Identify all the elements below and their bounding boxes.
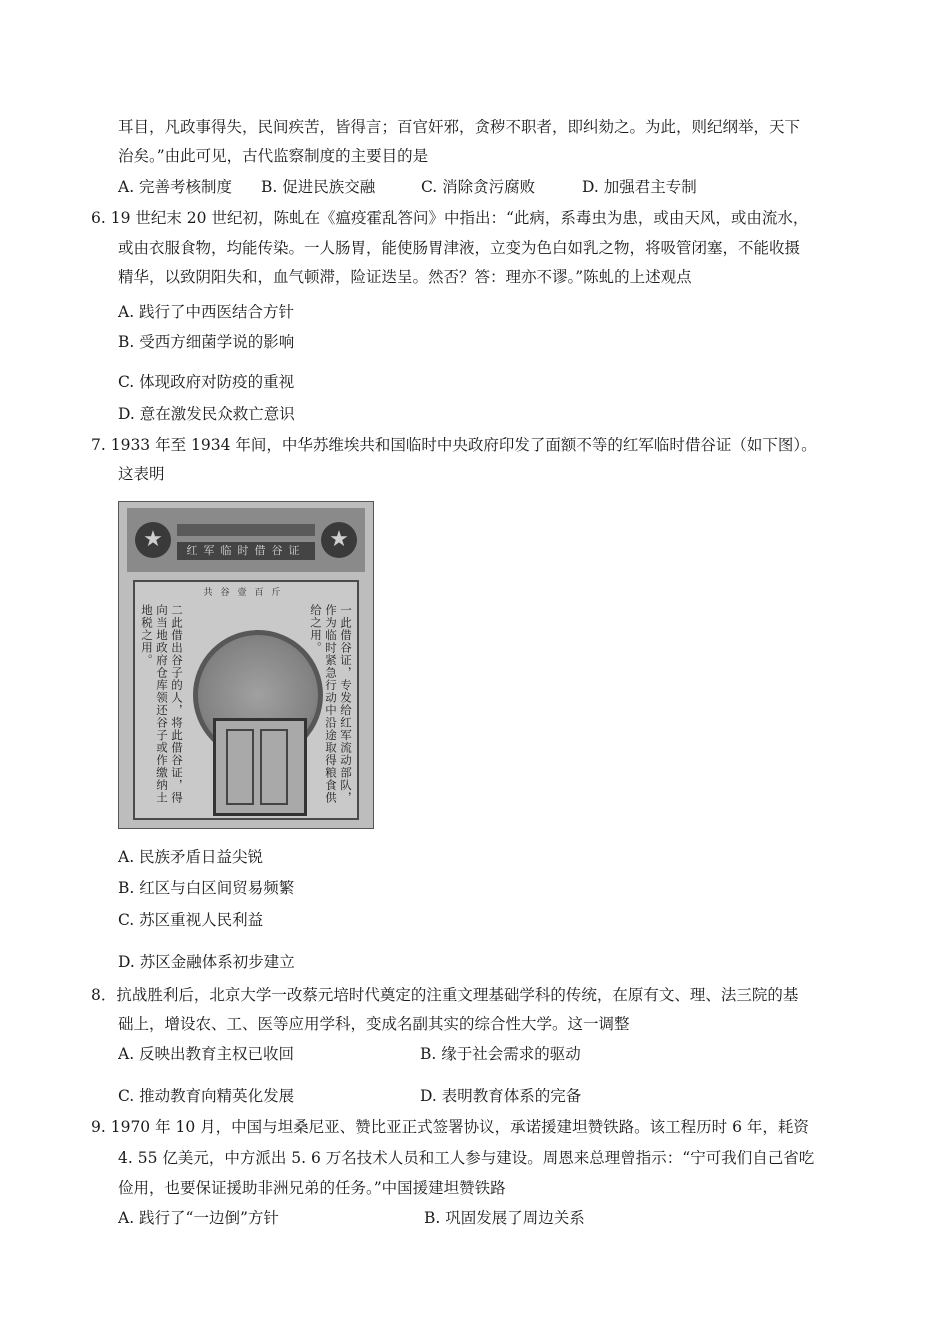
q6-option-d[interactable]: D. 意在激发民众救亡意识 <box>118 405 295 423</box>
q6-stem-line3: 精华，以致阴阳失和，血气顿滞，险证迭呈。然否？答：理亦不谬。”陈虬的上述观点 <box>118 268 692 286</box>
q7-option-b[interactable]: B. 红区与白区间贸易频繁 <box>118 879 295 897</box>
q6-stem-line1: 6. 19 世纪末 20 世纪初，陈虬在《瘟疫霍乱答问》中指出：“此病，系毒虫为患，或由天风，或由流水， <box>91 209 809 227</box>
certificate-body <box>133 580 359 820</box>
q9-stem-line1: 9. 1970 年 10 月，中国与坦桑尼亚、赞比亚正式签署协议，承诺援建坦赞铁路。该工程历时 6 年，耗资 <box>91 1118 809 1136</box>
q6-option-a[interactable]: A. 践行了中西医结合方针 <box>118 303 295 321</box>
stamp-column <box>260 729 288 805</box>
q5-option-c[interactable]: C. 消除贪污腐败 <box>421 178 536 196</box>
star-emblem-left-icon: ★ <box>135 522 171 558</box>
q7-stem-line2: 这表明 <box>118 465 165 483</box>
q9-option-a[interactable]: A. 践行了“一边倒”方针 <box>118 1209 279 1227</box>
q7-option-c[interactable]: C. 苏区重视人民利益 <box>118 911 264 929</box>
certificate-issuer-band <box>177 524 315 536</box>
q6-stem-line2: 或由衣服食物，均能传染。一人肠胃，能使肠胃津液，立变为色白如乳之物，将吸管闭塞，不能收摄 <box>118 239 801 257</box>
q9-option-b[interactable]: B. 巩固发展了周边关系 <box>424 1209 585 1227</box>
q7-stem-line1: 7. 1933 年至 1934 年间，中华苏维埃共和国临时中央政府印发了面额不等的红军临时借谷证（如下图）。 <box>91 436 817 454</box>
q8-stem-line2: 础上，增设农、工、医等应用学科，变成名副其实的综合性大学。这一调整 <box>118 1015 630 1033</box>
q7-option-d[interactable]: D. 苏区金融体系初步建立 <box>118 953 295 971</box>
q5-option-d[interactable]: D. 加强君主专制 <box>582 178 697 196</box>
certificate-text-left: 二此借出谷子的人，将此借谷证，得向当地政府仓库领还谷子或作缴纳土地税之用。 <box>140 604 184 804</box>
grain-loan-certificate-image <box>118 501 374 829</box>
q5-option-a[interactable]: A. 完善考核制度 <box>118 178 233 196</box>
q5-option-b[interactable]: B. 促进民族交融 <box>261 178 376 196</box>
q8-option-b[interactable]: B. 缘于社会需求的驱动 <box>420 1045 581 1063</box>
q6-option-c[interactable]: C. 体现政府对防疫的重视 <box>118 373 295 391</box>
q9-stem-line2: 4. 55 亿美元，中方派出 5. 6 万名技术人员和工人参与建设。周恩来总理曾指示：“宁可我们自己省吃 <box>118 1149 815 1167</box>
q8-option-a[interactable]: A. 反映出教育主权已收回 <box>118 1045 295 1063</box>
star-emblem-right-icon: ★ <box>321 522 357 558</box>
stamp-column <box>226 729 254 805</box>
q8-option-c[interactable]: C. 推动教育向精英化发展 <box>118 1087 295 1105</box>
certificate-stamp-box <box>213 718 307 816</box>
certificate-text-right: 一此借谷证，专发给红军流动部队，作为临时紧急行动中沿途取得粮食供给之用。 <box>309 604 353 804</box>
q8-option-d[interactable]: D. 表明教育体系的完备 <box>420 1087 582 1105</box>
q5-stem-line2: 治矣。”由此可见，古代监察制度的主要目的是 <box>118 147 429 165</box>
q6-option-b[interactable]: B. 受西方细菌学说的影响 <box>118 333 295 351</box>
certificate-amount: 共谷壹百斤 <box>203 588 289 598</box>
q7-option-a[interactable]: A. 民族矛盾日益尖锐 <box>118 848 264 866</box>
q5-stem-line1: 耳目，凡政事得失，民间疾苦，皆得言；百官奸邪，贪秽不职者，即纠劾之。为此，则纪纲举，天下 <box>118 118 801 136</box>
q8-stem-line1: 8．抗战胜利后，北京大学一改蔡元培时代奠定的注重文理基础学科的传统，在原有文、理、法三院的基 <box>91 986 799 1004</box>
q9-stem-line3: 俭用，也要保证援助非洲兄弟的任务。”中国援建坦赞铁路 <box>118 1179 506 1197</box>
certificate-title: 红军临时借谷证 <box>177 542 315 560</box>
